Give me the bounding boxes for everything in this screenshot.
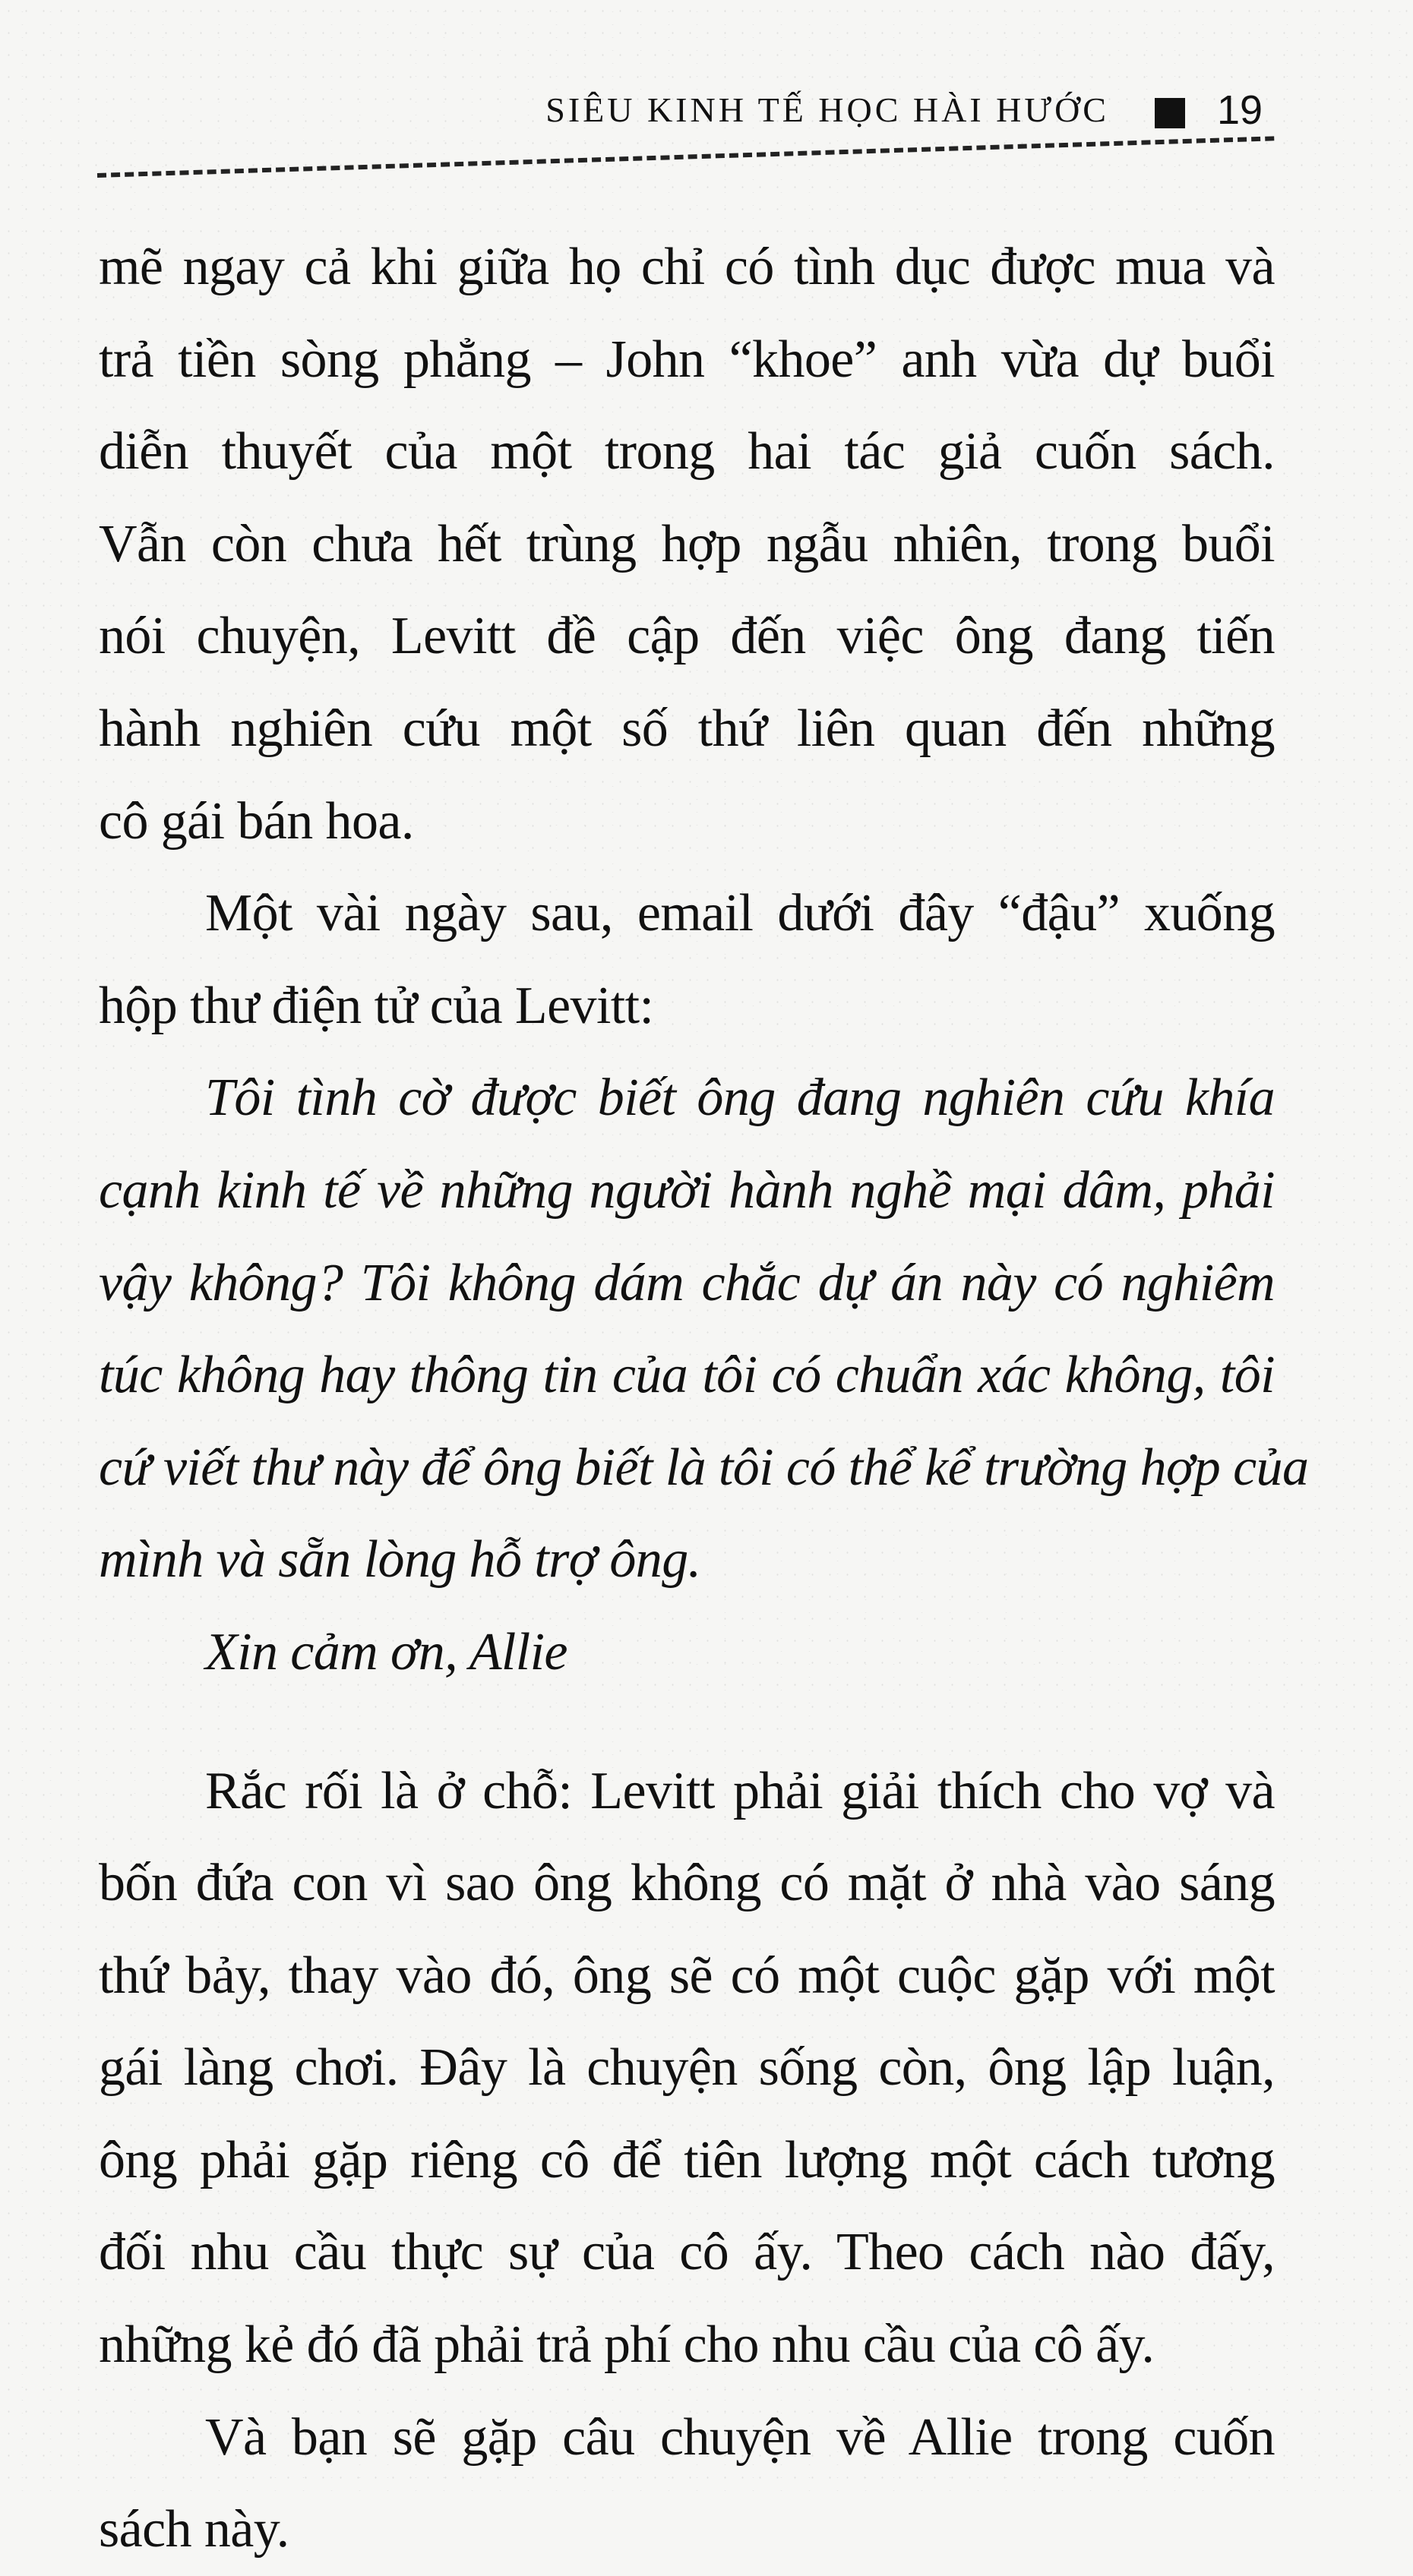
quoted-email-paragraph <box>99 1606 1275 1699</box>
text-line: Rắc rối là ở chỗ: Levitt phải giải thích cho vợ và <box>205 1761 1275 1820</box>
paragraph <box>99 1745 1275 2391</box>
text-line: túc không hay thông tin của tôi có chuẩn xác không, tôi <box>99 1346 1275 1405</box>
text-line: hành nghiên cứu một số thứ liên quan đến những <box>99 699 1275 758</box>
text-line: những kẻ đó đã phải trả phí cho nhu cầu của cô ấy. <box>99 2316 1155 2375</box>
text-line: đối nhu cầu thực sự của cô ấy. Theo cách nào đấy, <box>99 2223 1275 2282</box>
text-line: cứ viết thư này để ông biết là tôi có thể kể trường hợp của <box>99 1438 1309 1497</box>
text-line: cô gái bán hoa. <box>99 791 414 851</box>
text-line: Tôi tình cờ được biết ông đang nghiên cứu khía <box>205 1069 1275 1128</box>
square-bullet-icon <box>1155 98 1185 128</box>
text-line: vậy không? Tôi không dám chắc dự án này có nghiêm <box>99 1253 1275 1312</box>
page-header <box>0 80 1413 140</box>
quoted-email-paragraph <box>99 1052 1309 1606</box>
text-line: mẽ ngay cả khi giữa họ chỉ có tình dục được mua và <box>99 238 1275 296</box>
running-title: SIÊU KINH TẾ HỌC HÀI HƯỚC <box>545 90 1109 129</box>
text-line: thứ bảy, thay vào đó, ông sẽ có một cuộc gặp với một <box>99 1946 1275 2005</box>
paragraph <box>99 221 1275 867</box>
text-line: trả tiền sòng phẳng – John “khoe” anh vừa dự buổi <box>99 330 1275 389</box>
text-line: Xin cảm ơn, Allie <box>205 1622 567 1681</box>
text-line: Và bạn sẽ gặp câu chuyện về Allie trong cuốn <box>205 2407 1275 2467</box>
text-line: nói chuyện, Levitt đề cập đến việc ông đang tiến <box>99 607 1275 666</box>
text-line: mình và sẵn lòng hỗ trợ ông. <box>99 1530 701 1589</box>
paragraph <box>99 867 1275 1052</box>
text-line: hộp thư điện tử của Levitt: <box>99 976 654 1035</box>
text-line: ông phải gặp riêng cô để tiên lượng một cách tương <box>99 2130 1275 2189</box>
text-line: gái làng chơi. Đây là chuyện sống còn, ông lập luận, <box>99 2038 1275 2098</box>
paragraph-gap <box>99 1699 1275 1745</box>
page-number: 19 <box>1217 87 1263 133</box>
text-line: Một vài ngày sau, email dưới đây “đậu” xuống <box>205 884 1275 943</box>
paragraph <box>99 2391 1275 2576</box>
text-line: sách này. <box>99 2500 289 2559</box>
text-line: cạnh kinh tế về những người hành nghề mại dâm, phải <box>99 1160 1275 1220</box>
page-body <box>99 221 1309 2576</box>
text-line: bốn đứa con vì sao ông không có mặt ở nhà vào sáng <box>99 1854 1275 1913</box>
text-line: diễn thuyết của một trong hai tác giả cuốn sách. <box>99 422 1275 481</box>
text-line: Vẫn còn chưa hết trùng hợp ngẫu nhiên, trong buổi <box>99 514 1275 573</box>
